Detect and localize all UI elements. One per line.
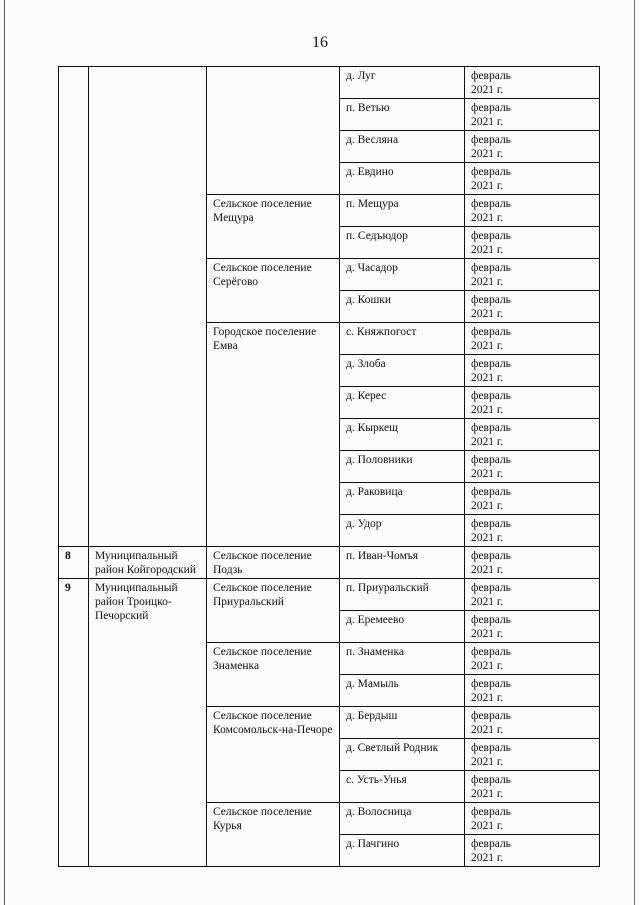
locality-cell: д. Удор — [340, 515, 465, 547]
locality-cell: с. Княжпогост — [340, 323, 465, 355]
locality-cell: д. Мамыль — [340, 675, 465, 707]
locality-cell: п. Иван-Чомъя — [340, 547, 465, 579]
date-cell: февраль 2021 г. — [465, 611, 600, 643]
locality-cell: д. Кошки — [340, 291, 465, 323]
date-cell: февраль 2021 г. — [465, 547, 600, 579]
locality-cell: д. Керес — [340, 387, 465, 419]
locality-cell: д. Раковица — [340, 483, 465, 515]
settlement-cell: Сельское поселение Знаменка — [207, 643, 340, 707]
locality-cell: с. Усть-Унья — [340, 771, 465, 803]
date-cell: февраль 2021 г. — [465, 195, 600, 227]
table-row — [59, 67, 600, 99]
table-row — [59, 579, 600, 611]
district-cell: Муниципальный район Койгородский — [89, 547, 207, 579]
locality-cell: п. Седъюдор — [340, 227, 465, 259]
locality-cell: д. Часадор — [340, 259, 465, 291]
date-cell: февраль 2021 г. — [465, 579, 600, 611]
settlement-cell: Сельское поселение Мещура — [207, 195, 340, 259]
date-cell: февраль 2021 г. — [465, 323, 600, 355]
date-cell: февраль 2021 г. — [465, 707, 600, 739]
date-cell: февраль 2021 г. — [465, 451, 600, 483]
date-cell: февраль 2021 г. — [465, 739, 600, 771]
date-cell: февраль 2021 г. — [465, 419, 600, 451]
date-cell: февраль 2021 г. — [465, 835, 600, 867]
date-cell: февраль 2021 г. — [465, 99, 600, 131]
settlement-cell — [207, 67, 340, 195]
date-cell: февраль 2021 г. — [465, 643, 600, 675]
date-cell: февраль 2021 г. — [465, 163, 600, 195]
schedule-table — [58, 66, 600, 867]
date-cell: февраль 2021 г. — [465, 291, 600, 323]
locality-cell: п. Приуральский — [340, 579, 465, 611]
date-cell: февраль 2021 г. — [465, 387, 600, 419]
locality-cell: д. Злоба — [340, 355, 465, 387]
row-number — [59, 67, 89, 547]
date-cell: февраль 2021 г. — [465, 675, 600, 707]
locality-cell: д. Пачгино — [340, 835, 465, 867]
locality-cell: д. Весляна — [340, 131, 465, 163]
locality-cell: д. Половники — [340, 451, 465, 483]
date-cell: февраль 2021 г. — [465, 771, 600, 803]
date-cell: февраль 2021 г. — [465, 483, 600, 515]
settlement-cell: Сельское поселение Приуральский — [207, 579, 340, 643]
district-cell: Муниципальный район Троицко-Печорский — [89, 579, 207, 867]
date-cell: февраль 2021 г. — [465, 803, 600, 835]
date-cell: февраль 2021 г. — [465, 131, 600, 163]
settlement-cell: Городское поселение Емва — [207, 323, 340, 547]
locality-cell: д. Кыркещ — [340, 419, 465, 451]
settlement-cell: Сельское поселение Подзь — [207, 547, 340, 579]
scan-right-edge — [634, 0, 635, 905]
page-number: 16 — [312, 34, 328, 51]
row-number: 8 — [59, 547, 89, 579]
locality-cell: п. Знаменка — [340, 643, 465, 675]
locality-cell: д. Бердыш — [340, 707, 465, 739]
settlement-cell: Сельское поселение Комсомольск-на-Печоре — [207, 707, 340, 803]
locality-cell: п. Ветью — [340, 99, 465, 131]
date-cell: февраль 2021 г. — [465, 259, 600, 291]
locality-cell: д. Светлый Родник — [340, 739, 465, 771]
table-row — [59, 547, 600, 579]
settlement-cell: Сельское поселение Серёгово — [207, 259, 340, 323]
date-cell: февраль 2021 г. — [465, 515, 600, 547]
district-cell — [89, 67, 207, 547]
locality-cell: д. Евдино — [340, 163, 465, 195]
date-cell: февраль 2021 г. — [465, 67, 600, 99]
settlement-cell: Сельское поселение Курья — [207, 803, 340, 867]
locality-cell: п. Мещура — [340, 195, 465, 227]
row-number: 9 — [59, 579, 89, 867]
date-cell: февраль 2021 г. — [465, 227, 600, 259]
locality-cell: д. Луг — [340, 67, 465, 99]
locality-cell: д. Еремеево — [340, 611, 465, 643]
locality-cell: д. Волосница — [340, 803, 465, 835]
scan-left-edge — [4, 0, 5, 905]
date-cell: февраль 2021 г. — [465, 355, 600, 387]
